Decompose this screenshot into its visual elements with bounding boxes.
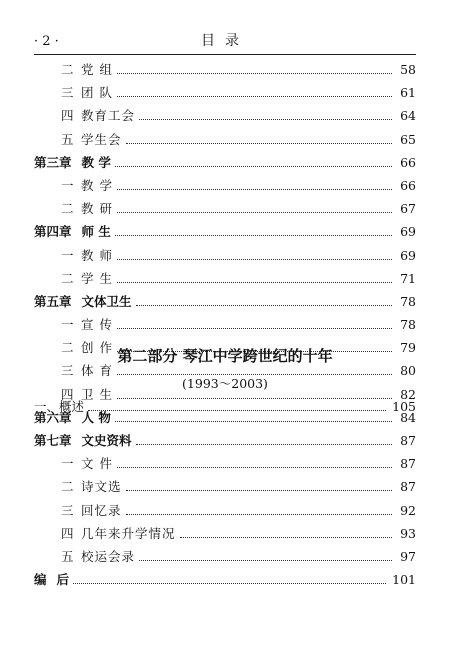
- toc-entry-title: 卫 生: [81, 386, 113, 402]
- leader-dots: [117, 96, 392, 97]
- toc-entry-page: 93: [400, 525, 416, 541]
- toc-entry-title: 教 学: [81, 154, 111, 170]
- toc-entry-number: 五: [61, 131, 74, 147]
- header-rule: [34, 54, 416, 55]
- toc-entry-page: 71: [400, 270, 416, 286]
- toc-section-entry[interactable]: [34, 477, 416, 500]
- toc-entry-number: 二: [61, 270, 74, 286]
- toc-entry-page: 87: [400, 479, 416, 495]
- toc-entry-number: 第四章: [34, 224, 72, 240]
- toc-section-entry[interactable]: [34, 315, 416, 338]
- toc-entry-title: 几年来升学情况: [81, 525, 176, 541]
- toc-entry-number: 三: [61, 363, 74, 379]
- leader-dots: [115, 166, 392, 167]
- toc-entry-title: 诗文选: [81, 479, 122, 495]
- toc-entry-title: 体 育: [81, 363, 113, 379]
- toc-section-entry[interactable]: [34, 176, 416, 199]
- toc-entry-page: 78: [400, 317, 416, 333]
- toc-entry-number: 第五章: [34, 293, 72, 309]
- leader-dots: [126, 143, 392, 144]
- page-number: · 2 ·: [34, 34, 59, 49]
- toc-entry-number: 三: [61, 85, 74, 101]
- toc-entry-title: 宣 传: [81, 317, 113, 333]
- part-two-years: (1993～2003): [182, 376, 268, 391]
- toc-entry-title: 学 生: [81, 270, 113, 286]
- toc-entry-page: 78: [400, 293, 416, 309]
- toc-entry-title: 团 队: [81, 85, 113, 101]
- toc-section-entry[interactable]: [34, 524, 416, 547]
- page-header: [34, 30, 416, 52]
- leader-dots: [117, 328, 392, 329]
- leader-dots: [136, 305, 392, 306]
- leader-dots: [117, 282, 392, 283]
- toc-entry-number: 第六章: [34, 409, 72, 425]
- toc-chapter-entry[interactable]: [34, 431, 416, 454]
- toc-entry-number: 编: [34, 572, 47, 588]
- toc-entry-title: 文 件: [81, 456, 113, 472]
- toc-entry-title: 教育工会: [81, 108, 136, 124]
- toc-entry-number: 一: [61, 317, 74, 333]
- toc-entry-page: 97: [400, 548, 416, 564]
- toc-entry-title: 文史资料: [81, 433, 132, 448]
- leader-dots: [180, 537, 392, 538]
- toc-section-entry[interactable]: [34, 199, 416, 222]
- toc-entry-page: 67: [400, 201, 416, 217]
- toc-entry-title: 创 作: [81, 340, 113, 356]
- toc-chapter-entry[interactable]: [34, 153, 416, 176]
- toc-entry-number: 一: [61, 456, 74, 472]
- toc-entry-page: 66: [400, 154, 416, 170]
- toc-entry-title: 后: [56, 572, 70, 588]
- toc-section-entry[interactable]: [34, 454, 416, 477]
- toc-entry-number: 二: [61, 62, 74, 77]
- toc-entry-number: 一: [61, 177, 74, 193]
- toc-section-entry[interactable]: [34, 83, 416, 106]
- toc-chapter-entry[interactable]: [34, 292, 416, 315]
- table-of-contents: [34, 60, 416, 593]
- toc-entry-overview[interactable]: [34, 397, 416, 415]
- toc-section-entry[interactable]: [34, 501, 416, 524]
- toc-entry-page: 87: [400, 433, 416, 448]
- leader-dots: [117, 212, 392, 213]
- leader-dots: [115, 235, 392, 236]
- page-title: 目录: [201, 33, 249, 49]
- toc-entry-page: 82: [400, 386, 416, 402]
- toc-entry-title: 学生会: [81, 131, 122, 147]
- leader-dots: [88, 410, 386, 411]
- leader-dots: [117, 73, 392, 74]
- toc-entry-number: 四: [61, 525, 74, 541]
- toc-entry-page: 61: [400, 85, 416, 101]
- toc-section-entry[interactable]: [34, 130, 416, 153]
- toc-entry-page: 105: [392, 399, 416, 414]
- toc-chapter-entry[interactable]: [34, 570, 416, 593]
- toc-entry-page: 101: [392, 572, 416, 588]
- toc-entry-number: 二: [61, 479, 74, 495]
- toc-entry-number: 四: [61, 108, 74, 124]
- toc-entry-title: 一、概述: [34, 399, 85, 414]
- toc-entry-page: 69: [400, 247, 416, 263]
- toc-section-entry[interactable]: [34, 106, 416, 129]
- toc-entry-page: 64: [400, 108, 416, 124]
- toc-entry-number: 第三章: [34, 154, 72, 170]
- leader-dots: [139, 119, 392, 120]
- toc-section-entry[interactable]: [34, 60, 416, 83]
- toc-entry-page: 87: [400, 456, 416, 472]
- leader-dots: [117, 189, 392, 190]
- toc-entry-page: 58: [400, 62, 416, 77]
- toc-entry-title: 人 物: [81, 409, 111, 425]
- toc-section-entry[interactable]: [34, 547, 416, 570]
- toc-entry-page: 66: [400, 177, 416, 193]
- toc-chapter-entry[interactable]: [34, 222, 416, 245]
- toc-entry-number: 二: [61, 201, 74, 217]
- toc-entry-number: 第七章: [34, 433, 72, 448]
- leader-dots: [126, 490, 392, 491]
- toc-entry-title: 教 学: [81, 177, 113, 193]
- toc-entry-page: 84: [400, 409, 416, 425]
- leader-dots: [73, 583, 386, 584]
- toc-entry-number: 四: [61, 386, 74, 402]
- toc-entry-number: 五: [61, 548, 74, 564]
- leader-dots: [117, 467, 392, 468]
- toc-entry-page: 69: [400, 224, 416, 240]
- toc-entry-page: 92: [400, 502, 416, 518]
- toc-entry-title: 教 师: [81, 247, 113, 263]
- leader-dots: [126, 514, 392, 515]
- leader-dots: [139, 560, 392, 561]
- leader-dots: [136, 444, 392, 445]
- toc-entry-number: 一: [61, 247, 74, 263]
- toc-entry-title: 党 组: [81, 62, 113, 77]
- part-two-heading: 第二部分 琴江中学跨世纪的十年: [117, 347, 333, 365]
- toc-entry-title: 师 生: [81, 224, 111, 240]
- toc-entry-title: 回忆录: [81, 502, 122, 518]
- toc-entry-number: 二: [61, 340, 74, 356]
- leader-dots: [117, 259, 392, 260]
- toc-section-entry[interactable]: [34, 269, 416, 292]
- toc-entry-title: 校运会录: [81, 548, 136, 564]
- toc-entry-page: 79: [400, 340, 416, 356]
- toc-entry-page: 80: [400, 363, 416, 379]
- toc-section-entry[interactable]: [34, 246, 416, 269]
- toc-entry-page: 65: [400, 131, 416, 147]
- leader-dots: [115, 421, 392, 422]
- toc-entry-number: 三: [61, 502, 74, 518]
- toc-entry-title: 文体卫生: [81, 293, 132, 309]
- toc-entry-title: 教 研: [81, 201, 113, 217]
